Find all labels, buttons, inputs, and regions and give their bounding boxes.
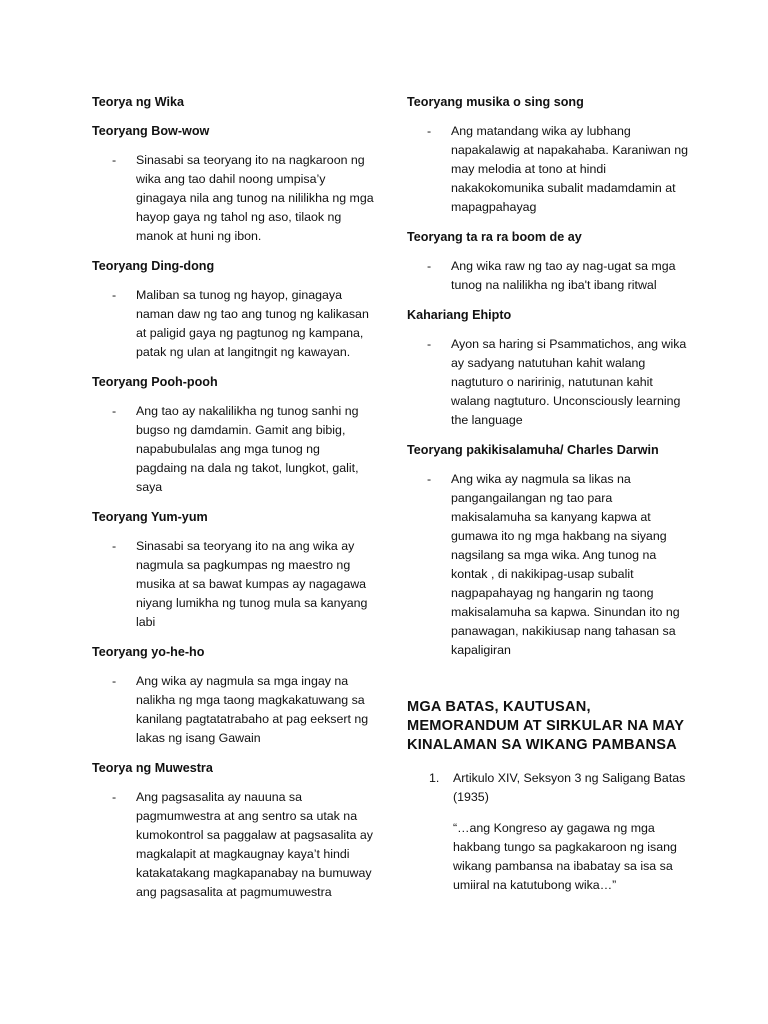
section-heading: Teoryang ta ra ra boom de ay (407, 230, 582, 244)
section-ehipto (407, 307, 689, 430)
section-heading: Teoryang pakikisalamuha/ Charles Darwin (407, 443, 659, 457)
item-text: Ang pagsasalita ay nauuna sa pagmumwestra at ang sentro sa utak na kumokontrol sa paggalaw at pagsasalita ay magkalapit at magkaugnay kaya’t hindi katakatakang magkapanabay na bumuway ang pagsasalita at pagmumuwestra (136, 790, 373, 899)
section-ta-ra-ra (407, 229, 689, 295)
list-item (92, 286, 374, 362)
section-heading: Teoryang Pooh-pooh (92, 375, 218, 389)
dash-bullet: - (112, 404, 117, 418)
dash-bullet: - (427, 124, 432, 138)
section-pooh-pooh (92, 374, 374, 497)
item-text: Ang wika ay nagmula sa likas na pangangailangan ng tao para makisalamuha sa kanyang kapwa at gumawa ito ng mga hakbang na siyang nagsilang sa mga wika. Ang tunog na kontak , di nakikipag-usap subalit nagpapahayag ng hangarin ng taong makisalamuha sa kapwa. Sinundan ito ng panawagan, nakikiusap nang tahasan sa kapaligiran (451, 472, 680, 657)
list-item (407, 257, 689, 295)
item-text: Sinasabi sa teoryang ito na nagkaroon ng wika ang tao dahil noong umpisa’y ginagaya nila ang tunog na nililikha ng mga hayop gaya ng tahol ng aso, tilaok ng manok at huni ng ibon. (136, 153, 374, 243)
section-heading: Teoryang yo-he-ho (92, 645, 205, 659)
laws-section-title: MGA BATAS, KAUTUSAN, MEMORANDUM AT SIRKULAR NA MAY KINALAMAN SA WIKANG PAMBANSA (407, 699, 684, 753)
item-text: Maliban sa tunog ng hayop, ginagaya naman daw ng tao ang tunog ng kalikasan at paligid gaya ng pagtunog ng kampana, patak ng ulan at langitngit ng kawayan. (136, 288, 369, 359)
item-text: Ayon sa haring si Psammatichos, ang wika ay sadyang natutuhan kahit walang nagtuturo o naririnig, natutunan kahit walang nagtuturo. Unconsciously learning the language (451, 337, 687, 427)
section-heading: Teoryang musika o sing song (407, 95, 584, 109)
list-item (92, 672, 374, 748)
numbered-item (407, 769, 689, 807)
list-item (407, 335, 689, 430)
section-heading: Teoryang Yum-yum (92, 510, 208, 524)
law-quote: “…ang Kongreso ay gagawa ng mga hakbang tungo sa pagkakaroon ng isang wikang pambansa na ibabatay sa isa sa umiiral na katutubong wika…” (453, 821, 677, 892)
section-pakikisalamuha (407, 442, 689, 660)
dash-bullet: - (427, 337, 432, 351)
list-item (92, 788, 374, 902)
item-text: Ang matandang wika ay lubhang napakalawig at napakahaba. Karaniwan ng may melodia at tono at hindi nakakokomunika subalit madamdamin at mapagpahayag (451, 124, 688, 214)
section-bow-wow (92, 123, 374, 246)
section-yo-he-ho (92, 644, 374, 748)
item-text: Ang tao ay nakalilikha ng tunog sanhi ng bugso ng damdamin. Gamit ang bibig, napabubulalas ang mga tunog ng pagdaing na dala ng takot, lungkot, galit, saya (136, 404, 359, 494)
dash-bullet: - (112, 153, 117, 167)
list-item (92, 537, 374, 632)
list-item (407, 470, 689, 660)
section-heading: Teorya ng Muwestra (92, 761, 213, 775)
dash-bullet: - (112, 674, 117, 688)
dash-bullet: - (112, 539, 117, 553)
right-column (407, 88, 689, 895)
item-text: Sinasabi sa teoryang ito na ang wika ay nagmula sa pagkumpas ng maestro ng musika at sa bawat kumpas ay nagagawa niyang lumikha ng tunog mula sa kanyang labi (136, 539, 368, 629)
item-text: Ang wika raw ng tao ay nag-ugat sa mga tunog na nalilikha ng iba't ibang ritwal (451, 259, 676, 292)
page-title: Teorya ng Wika (92, 95, 185, 109)
section-heading: Teoryang Ding-dong (92, 259, 215, 273)
section-yum-yum (92, 509, 374, 632)
section-muwestra (92, 760, 374, 902)
dash-bullet: - (427, 472, 432, 486)
section-heading: Kahariang Ehipto (407, 308, 512, 322)
list-item (92, 402, 374, 497)
section-ding-dong (92, 258, 374, 362)
list-item (92, 151, 374, 246)
item-text: Ang wika ay nagmula sa mga ingay na nalikha ng mga taong magkakatuwang sa kanilang pagtatatrabaho at pag eeksert ng lakas ng isang Gawain (136, 674, 369, 745)
dash-bullet: - (427, 259, 432, 273)
dash-bullet: - (112, 288, 117, 302)
left-column (92, 88, 374, 914)
list-item (407, 122, 689, 217)
section-heading: Teoryang Bow-wow (92, 124, 210, 138)
section-musika (407, 94, 689, 217)
item-number: 1. (429, 771, 440, 785)
dash-bullet: - (112, 790, 117, 804)
item-text: Artikulo XIV, Seksyon 3 ng Saligang Batas (1935) (453, 771, 686, 804)
